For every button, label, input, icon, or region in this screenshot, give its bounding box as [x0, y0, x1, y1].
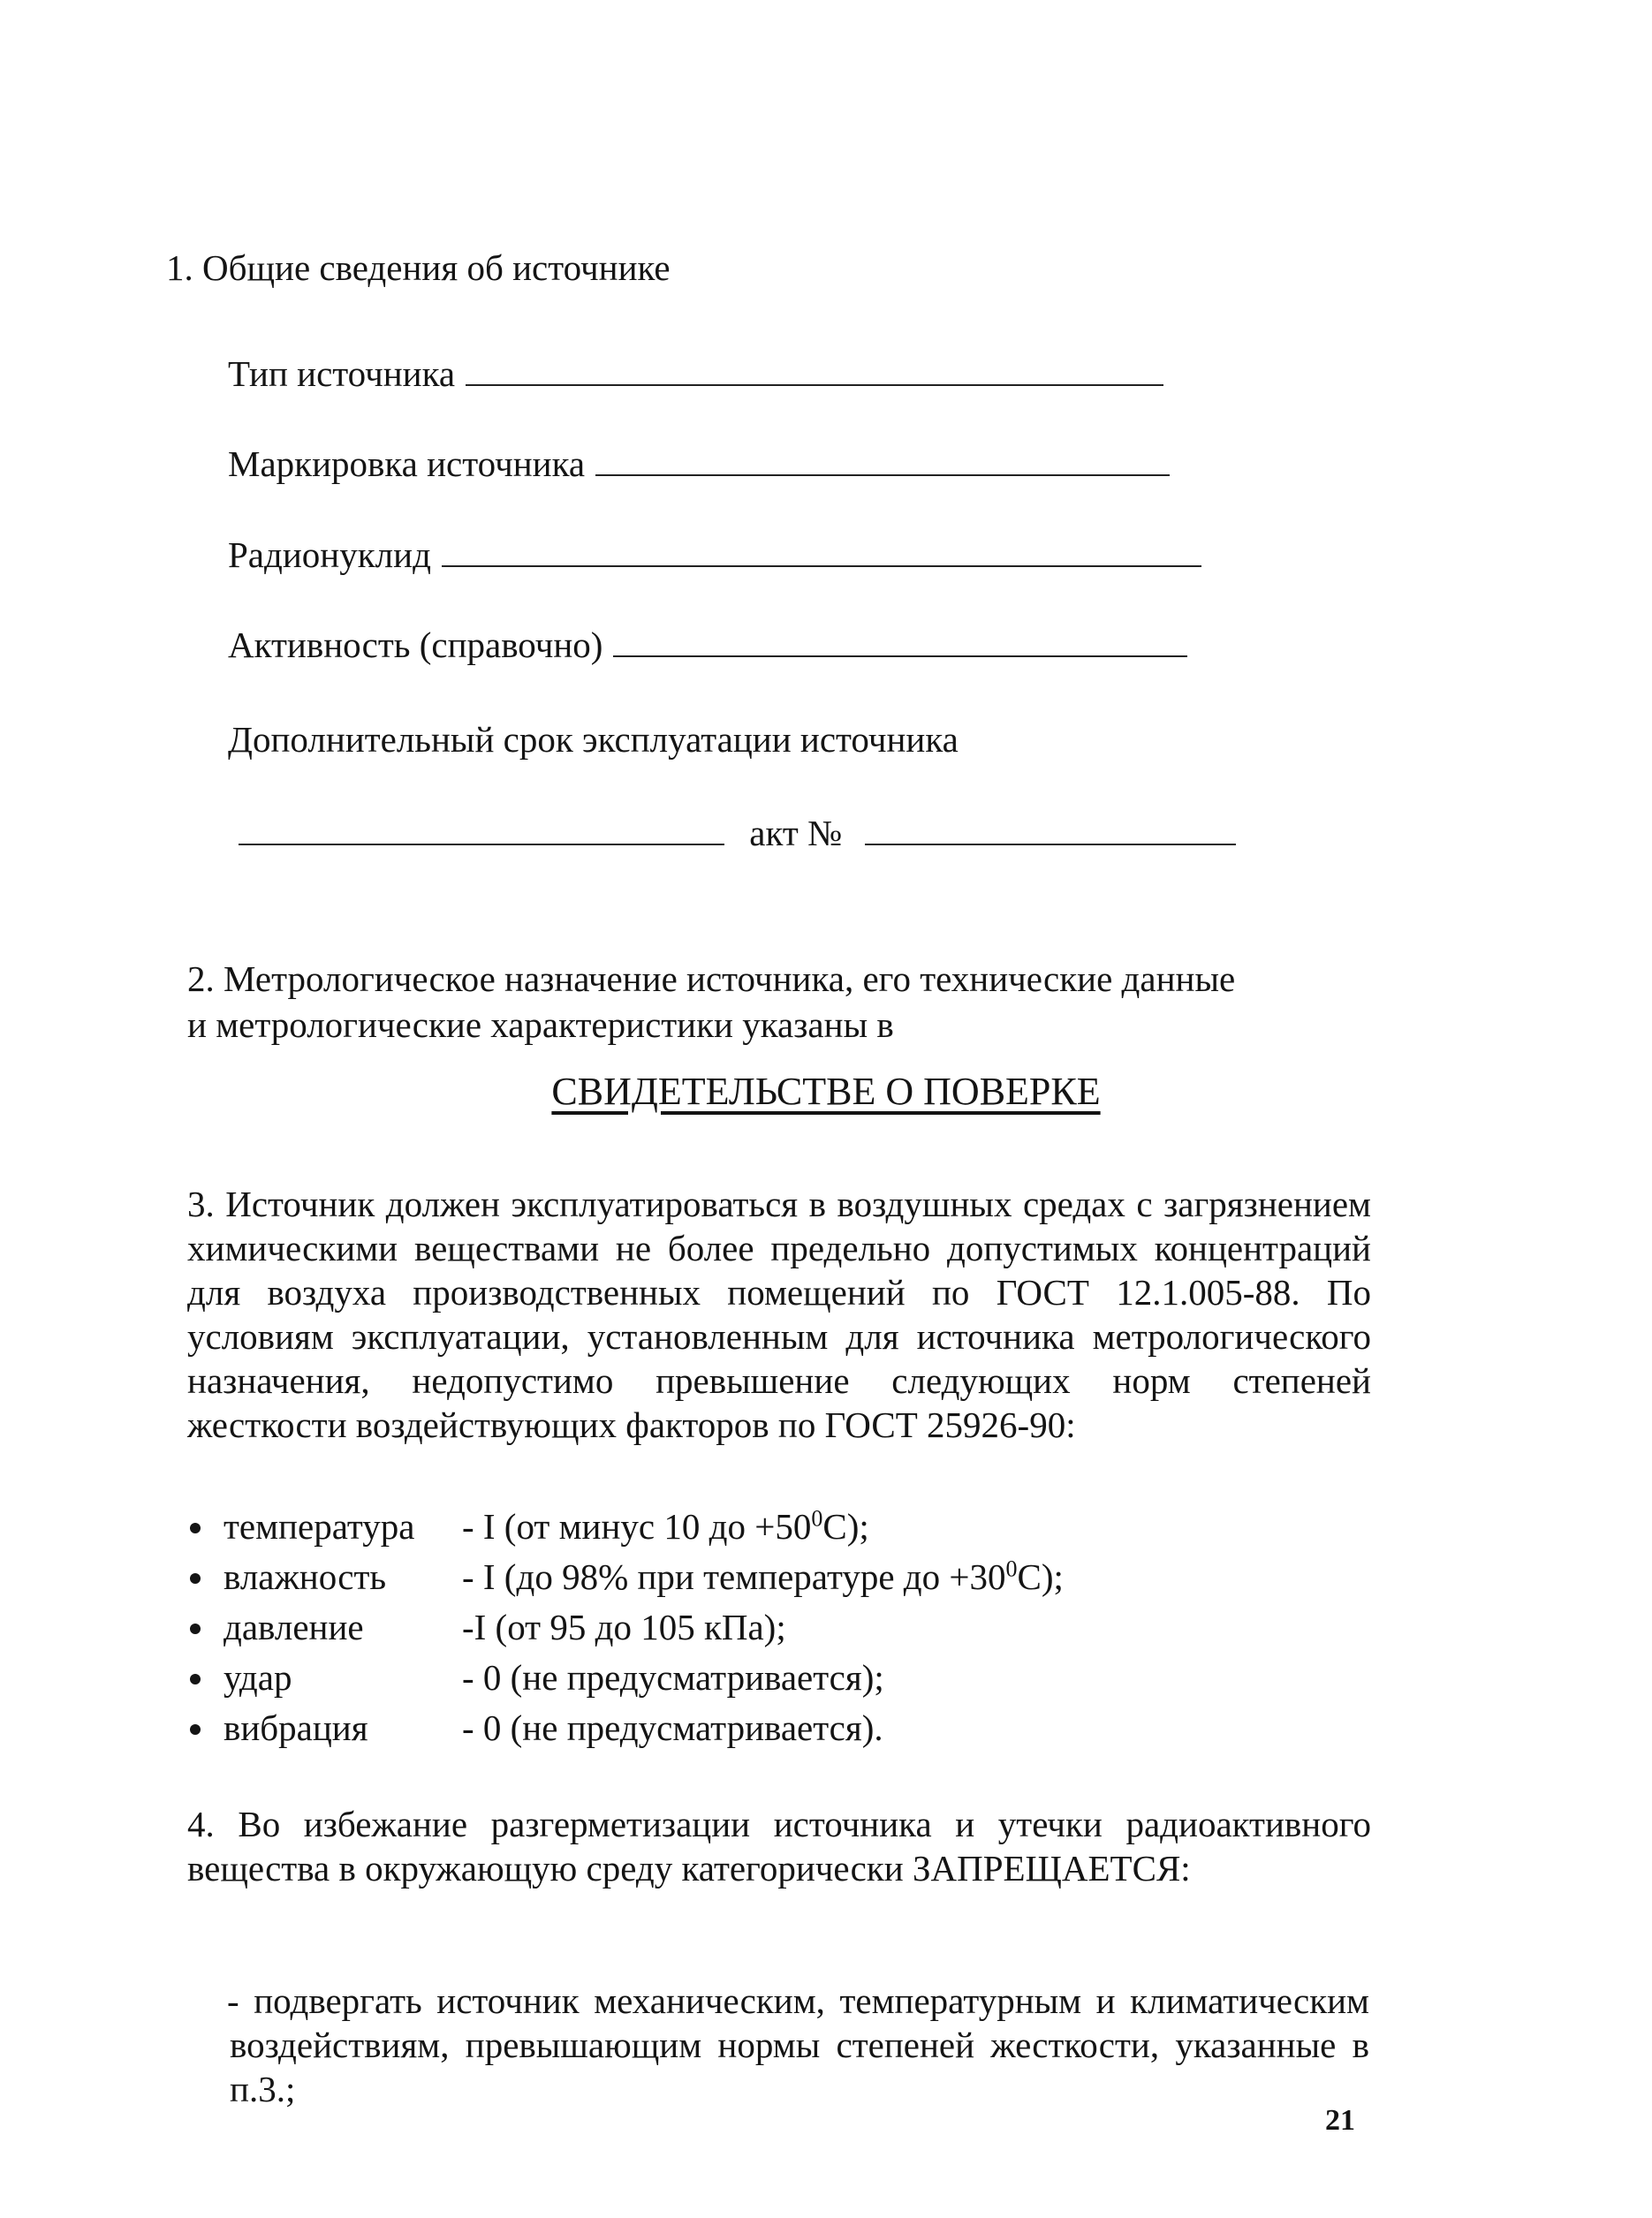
bullet-icon	[190, 1573, 201, 1584]
list-item	[190, 1703, 1064, 1753]
factor-value: -I (от 95 до 105 кПа);	[462, 1607, 786, 1647]
field-extra-term: Дополнительный срок эксплуатации источника	[228, 719, 959, 760]
factor-value: - 0 (не предусматривается);	[462, 1657, 884, 1698]
field-activity	[228, 623, 1187, 667]
blank-line	[466, 358, 1163, 386]
list-item	[190, 1653, 1064, 1703]
field-label: Маркировка источника	[228, 443, 586, 484]
list-item	[190, 1502, 1064, 1552]
prohibition-item: - подвергать источник механическим, температурным и климатическим воздействиям, превышающим нормы степеней жесткости, указанные в п.3.;	[227, 1980, 1369, 2109]
field-label: Радионуклид	[228, 534, 431, 575]
factor-term: удар	[224, 1657, 292, 1698]
blank-line	[613, 629, 1187, 657]
page-number: 21	[1325, 2104, 1355, 2137]
section-2-line-1: 2. Метрологическое назначение источника, его технические данные	[187, 958, 1236, 999]
section-1-title: 1. Общие сведения об источнике	[166, 247, 671, 288]
factor-term: температура	[224, 1506, 415, 1547]
blank-line	[865, 817, 1236, 845]
factor-term: давление	[224, 1607, 364, 1647]
field-source-type	[228, 352, 1163, 396]
factor-term: влажность	[224, 1556, 387, 1597]
field-source-marking	[228, 442, 1170, 486]
bullet-icon	[190, 1724, 201, 1735]
field-act-row	[239, 811, 1236, 855]
section-2-line-2: и метрологические характеристики указаны в	[187, 1004, 894, 1045]
list-item	[190, 1552, 1064, 1602]
section-4-paragraph: 4. Во избежание разгерметизации источника и утечки радиоактивного вещества в окружающую среду категорически ЗАПРЕЩАЕТСЯ:	[187, 1804, 1371, 1889]
bullet-icon	[190, 1523, 201, 1533]
exposure-factors-list	[190, 1502, 1064, 1753]
blank-line	[442, 539, 1201, 567]
factor-value-end: С);	[1017, 1556, 1064, 1597]
factor-sup: 0	[1005, 1556, 1018, 1582]
factor-term: вибрация	[224, 1707, 368, 1748]
field-label: Активность (справочно)	[228, 625, 603, 665]
bullet-icon	[190, 1674, 201, 1684]
list-item	[190, 1602, 1064, 1653]
factor-value: - 0 (не предусматривается).	[462, 1707, 883, 1748]
factor-sup: 0	[811, 1505, 823, 1532]
factor-value: - I (от минус 10 до +50	[462, 1506, 812, 1547]
field-radionuclide	[228, 533, 1201, 577]
bullet-icon	[190, 1624, 201, 1634]
factor-value-end: С);	[822, 1506, 869, 1547]
field-label: Тип источника	[228, 353, 456, 394]
blank-line	[239, 817, 724, 845]
factor-value: - I (до 98% при температуре до +30	[462, 1556, 1006, 1597]
section-3-paragraph: 3. Источник должен эксплуатироваться в воздушных средах с загрязнением химическими веществами не более предельно допустимых концентраций для воздуха производственных помещений по ГОСТ 12.1.005-88. По условиям эксплуатации, установленным для источника метрологического назначения, недопустимо превышение следующих норм степеней жесткости воздействующих факторов по ГОСТ 25926-90:	[187, 1184, 1371, 1445]
blank-line	[595, 448, 1170, 476]
act-label: акт №	[749, 813, 843, 853]
certificate-heading: СВИДЕТЕЛЬСТВЕ О ПОВЕРКЕ	[551, 1070, 1101, 1113]
